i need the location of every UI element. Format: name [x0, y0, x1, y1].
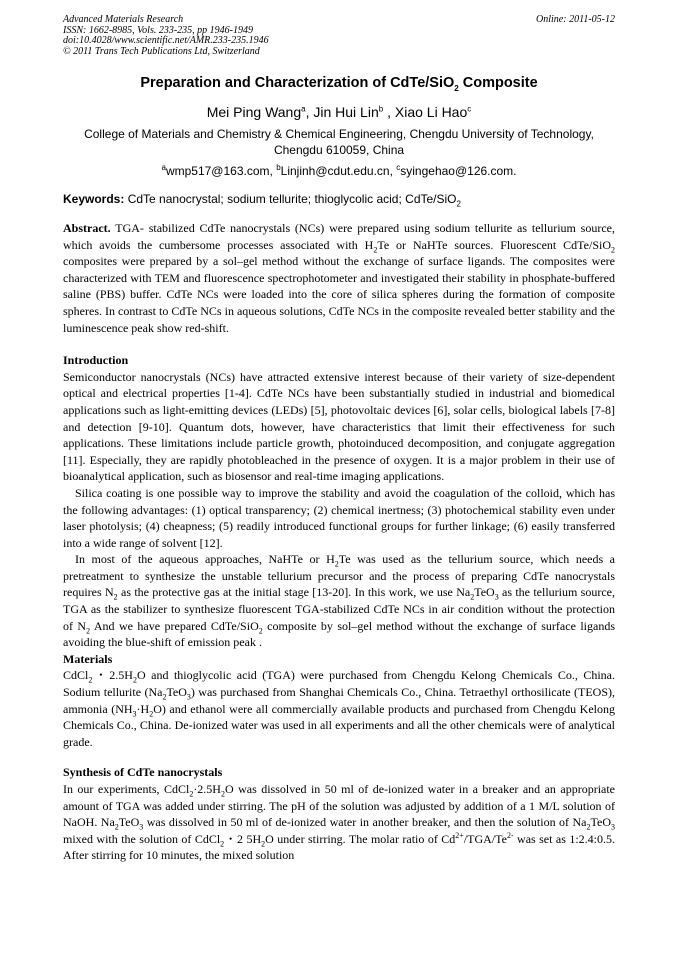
keywords: Keywords: CdTe nanocrystal; sodium tellurite; thioglycolic acid; CdTe/SiO$_2$ — [63, 192, 461, 209]
intro-paragraph: In most of the aqueous approaches, NaHTe or $H_2Te$ was used as the tellurium source, which needs a pretreatment to synthesize the unstable tellurium precursor and the process of preparing CdTe nanocrystals requires $N_2$ as the protective gas at the initial stage [13-20]. In this work, we use $Na_2TeO_3$ as the tellurium source, TGA as the stabilizer to synthesize fluorescent TGA-stabilized CdTe NCs in air condition without the protection of $N_2$ And we have prepared CdTe/SiO$_2$ composite by sol–gel method without the exchange of surface ligands avoiding the blue-shift of emission peak . — [63, 552, 615, 650]
email-link[interactable]: wmp517@163.com — [165, 164, 270, 178]
abstract: Abstract. TGA- stabilized CdTe nanocrystals (NCs) were prepared using sodium tellurite as tellurium source, which avoids the cumbersome processes associated with $H_2Te$ or NaHTe sources. Fluorescent CdTe/SiO$_2$ composites were prepared by a sol–gel method without the exchange of surface ligands. The composites were characterized with TEM and fluorescence spectrophotometer and investigated their stability in phosphate-buffered saline (PBS) buffer. CdTe NCs were loaded into the core of silica spheres during the formation of composite spheres. In contrast to CdTe NCs in aqueous solutions, CdTe NCs in the composite revealed better stability and the luminescence peak show red-shift. — [63, 221, 615, 335]
author-list: Mei Ping Wang$^a$, Jin Hui Lin$^b$ , Xiao Li Hao$^c$ — [206, 104, 472, 120]
materials-paragraph: CdCl$_2$・$2.5H_2O$ and thioglycolic acid (TGA) were purchased from Chengdu Kelong Chemicals Co., China. Sodium tellurite $(Na_2TeO_3)$ was purchased from Shanghai Chemicals Co., China. Tetraethyl orthosilicate (TEOS), ammonia $(NH_3\cdot H_2O)$ and ethanol were all commercially available products and purchased from Chengdu Kelong Chemicals Co., China. De-ionized water was used in all experiments and all the other chemicals were of analytical grade. — [63, 668, 616, 749]
author-name: Jin Hui Lin — [313, 104, 379, 120]
section-heading-materials: Materials — [63, 651, 113, 666]
author-emails: $^a$wmp517@163.com, $^b$Linjinh@cdut.edu.cn, $^c$syingehao@126.com. — [161, 163, 517, 178]
intro-paragraph: Semiconductor nanocrystals (NCs) have attracted extensive interest because of their variety of size-dependent optical and electrical properties [1-4]. CdTe NCs have been substantially studied in industrial and biomedical applications such as light-emitting devices (LEDs) [5], photovoltaic devices [6], solar cells, biological labels [7-8] and detection [9-10]. Quantum dots, however, have characteristics that limit their effectiveness for such applications. These limitations include particle growth, photoinduced decomposition, and conjugate aggregation [11]. Especially, they are rapidly photobleached in the presence of oxygen. It is a major problem in their use of bioanalytical application, such as biosensor and real-time imaging applications. — [63, 369, 615, 484]
synthesis-paragraph: In our experiments, $CdCl_2\cdot 2.5H_2O$ was dissolved in 50 ml of de-ionized water in a breaker and an appropriate amount of TGA was added under stirring. The pH of the solution was adjusted by addition of a 1 M/L solution of NaOH. $Na_2TeO_3$ was dissolved in 50 ml of de-ionized water in another breaker, and then the solution of $Na_2TeO_3$ mixed with the solution of CdCl$_2$・2 $5H_2O$ under stirring. The molar ratio of $Cd^{2+}/TGA/Te^{2-}$ was set as 1:2.4:0.5. After stirring for 10 minutes, the mixed solution — [63, 782, 616, 863]
author-name: Xiao Li Hao — [394, 104, 468, 120]
journal-info — [63, 15, 269, 57]
paper-page — [63, 15, 615, 864]
affiliation: College of Materials and Chemistry & Chemical Engineering, Chengdu University of Technology, Chengdu 610059, China — [84, 127, 594, 157]
journal-header — [63, 15, 615, 57]
journal-doi: doi:10.4028/www.scientific.net/AMR.233-235.1946 — [63, 35, 269, 46]
author-name: Mei Ping Wang — [206, 104, 302, 120]
keywords-label: Keywords: — [63, 192, 125, 206]
intro-paragraph: Silica coating is one possible way to improve the stability and avoid the coagulation of the colloid, which has the following advantages: (1) optical transparency; (2) chemical inertness; (3) photochemical stability even under laser photolysis; (4) cheapness; (5) readily introduced functional groups for further linkage; (6) easily transferred into a wide range of solvent [12]. — [63, 485, 615, 550]
email-link[interactable]: syingehao@126.com. — [400, 164, 517, 178]
paper-title: Preparation and Characterization of CdTe/SiO$_2$ Composite — [140, 75, 538, 93]
journal-name: Advanced Materials Research — [63, 14, 184, 25]
journal-copyright: © 2011 Trans Tech Publications Ltd, Switzerland — [63, 45, 260, 57]
abstract-label: Abstract. — [63, 221, 111, 235]
section-heading-synthesis: Synthesis of CdTe nanocrystals — [63, 765, 223, 780]
email-link[interactable]: Linjinh@cdut.edu.cn — [280, 164, 390, 178]
section-heading-introduction: Introduction — [63, 353, 129, 368]
journal-issn: ISSN: 1662-8985, Vols. 233-235, pp 1946-1949 — [63, 24, 253, 36]
online-date: Online: 2011-05-12 — [536, 14, 615, 25]
